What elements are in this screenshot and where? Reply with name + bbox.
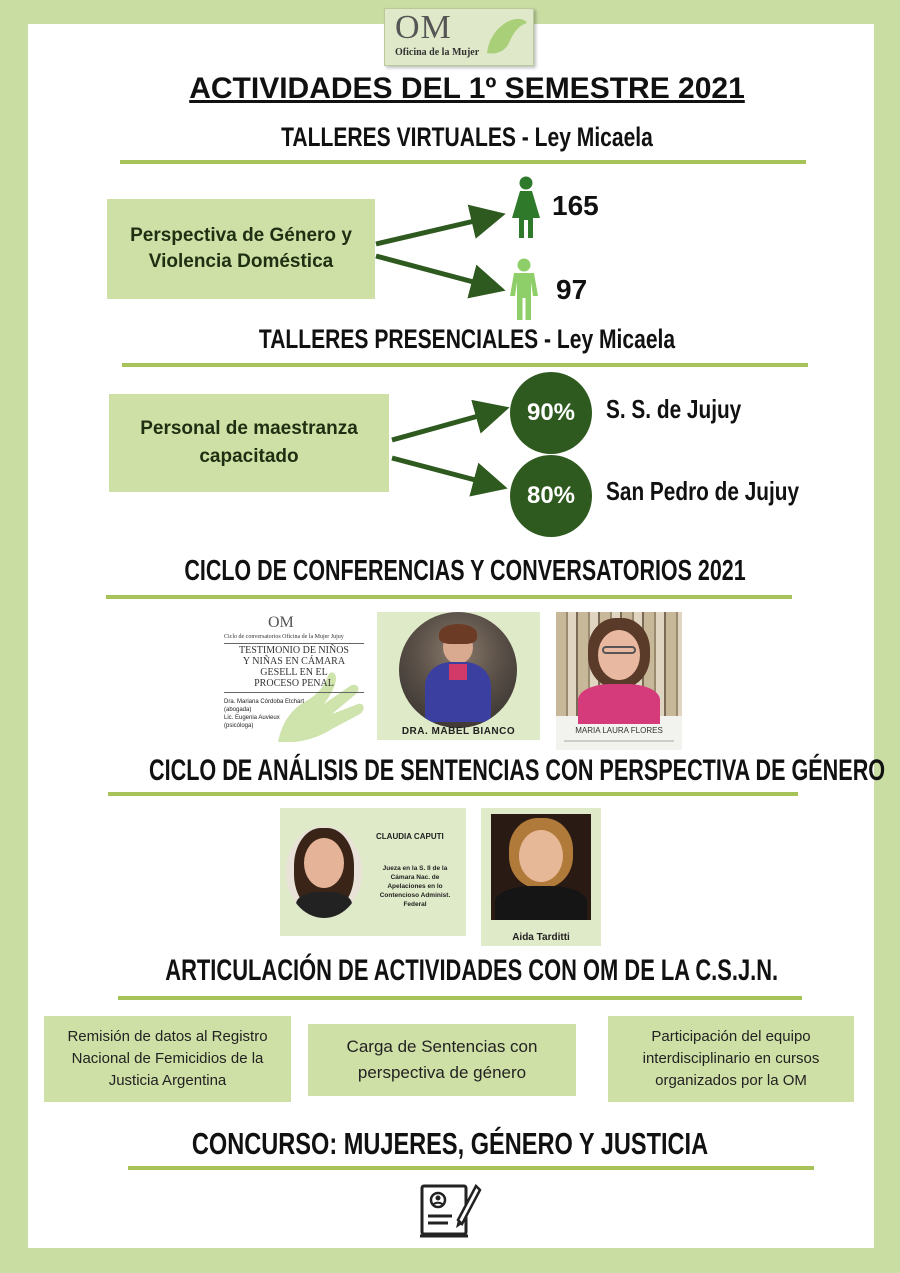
- flyer-series: Ciclo de conversatorios Oficina de la Mujer Jujuy: [224, 634, 344, 640]
- articulacion-rule: [118, 996, 802, 1000]
- concurso-heading: CONCURSO: MUJERES, GÉNERO Y JUSTICIA: [191, 1126, 709, 1161]
- flyer-title-line3: GESELL EN EL: [260, 667, 328, 678]
- stat-circle-jujuy: 90%: [510, 372, 592, 454]
- equipo-line2: interdisciplinario en cursos: [642, 1050, 820, 1067]
- flyer-role1: (abogada): [224, 707, 252, 713]
- woman-figure-icon: [508, 176, 544, 240]
- equipo-line1: Participación del equipo: [651, 1028, 811, 1045]
- articulacion-box-registro: [44, 1016, 291, 1102]
- concurso-rule: [128, 1166, 814, 1170]
- speaker-name-flores: MARIA LAURA FLORES: [575, 726, 663, 735]
- presencial-topic-line1: Personal de maestranza: [140, 418, 358, 439]
- virtual-heading: TALLERES VIRTUALES - Ley Micaela: [281, 122, 653, 152]
- presencial-topic-box: [109, 394, 389, 492]
- flyer-title-line2: Y NIÑAS EN CÁMARA: [242, 656, 346, 667]
- stat-label-jujuy: S. S. de Jujuy: [606, 394, 742, 424]
- sentencias-card-caputi: [280, 808, 466, 936]
- conferencias-rule: [106, 595, 792, 599]
- flyer-role2: (psicóloga): [224, 723, 254, 729]
- presencial-rule: [122, 363, 808, 367]
- speaker-name-bianco: DRA. MABEL BIANCO: [401, 726, 516, 737]
- equipo-line3: organizados por la OM: [655, 1072, 807, 1089]
- articulacion-box-equipo: [608, 1016, 854, 1102]
- articulacion-box-sentencias: [308, 1024, 576, 1096]
- stat-label-san-pedro: San Pedro de Jujuy: [606, 476, 800, 506]
- virtual-topic-line1: Perspectiva de Género y: [130, 225, 352, 246]
- carga-line1: Carga de Sentencias con: [346, 1037, 538, 1056]
- registro-line1: Remisión de datos al Registro: [67, 1028, 268, 1045]
- flyer-rule: [224, 643, 364, 644]
- caputi-desc-line3: Apelaciones en lo: [387, 883, 443, 890]
- presencial-heading: TALLERES PRESENCIALES - Ley Micaela: [258, 324, 676, 354]
- om-logo-subtitle: Oficina de la Mujer: [395, 47, 480, 58]
- speaker-name-caputi: CLAUDIA CAPUTI: [376, 832, 444, 841]
- registro-line3: Justicia Argentina: [108, 1072, 227, 1089]
- sentencias-heading: CICLO DE ANÁLISIS DE SENTENCIAS CON PERSPECTIVA DE GÉNERO: [149, 754, 886, 787]
- flyer-speaker2: Lic. Eugenia Auvieux: [224, 715, 280, 721]
- virtual-topic-box: [107, 199, 375, 299]
- om-logo-mark: OM: [395, 9, 452, 46]
- om-logo: [384, 8, 534, 66]
- flyer-title-line1: TESTIMONIO DE NIÑOS: [239, 645, 349, 656]
- hand-leaf-icon: [479, 13, 529, 57]
- flyer-logo: OM: [268, 614, 294, 631]
- conferencias-heading: CICLO DE CONFERENCIAS Y CONVERSATORIOS 2021: [184, 555, 746, 587]
- men-count: 97: [556, 274, 588, 305]
- sentencias-rule: [108, 792, 798, 796]
- caputi-desc-line2: Cámara Nac. de: [390, 874, 440, 881]
- carga-line2: perspectiva de género: [357, 1063, 527, 1082]
- articulacion-heading: ARTICULACIÓN DE ACTIVIDADES CON OM DE LA C.S.J.N.: [165, 954, 779, 987]
- women-count: 165: [552, 190, 599, 221]
- speaker-photo-flores: [556, 612, 682, 716]
- registro-line2: Nacional de Femicidios de la: [71, 1050, 264, 1067]
- sentencias-card-tarditti: [481, 808, 601, 946]
- virtual-rule: [120, 160, 806, 164]
- caputi-desc-line1: Jueza en la S. II de la: [382, 865, 448, 872]
- virtual-topic-line2: Violencia Doméstica: [148, 251, 334, 272]
- conference-card-bianco: [377, 612, 540, 740]
- presencial-topic-line2: capacitado: [199, 446, 299, 467]
- flyer-title-line4: PROCESO PENAL: [254, 678, 334, 689]
- speaker-photo-bianco: [399, 612, 517, 728]
- caputi-desc-line5: Federal: [403, 901, 427, 908]
- flores-caption-rule: [564, 740, 674, 742]
- speaker-name-tarditti: Aida Tarditti: [512, 932, 570, 943]
- flyer-speaker1: Dra. Mariana Córdoba Etchart: [224, 699, 305, 705]
- conference-flyer-card: [218, 612, 370, 742]
- speaker-photo-caputi: [286, 826, 362, 918]
- man-figure-icon: [506, 258, 542, 322]
- stat-circle-san-pedro: 80%: [510, 455, 592, 537]
- flyer-rule-bottom: [224, 692, 364, 693]
- certificate-pen-icon: [418, 1180, 482, 1242]
- caputi-desc-line4: Contencioso Administ.: [379, 892, 451, 899]
- speaker-photo-tarditti: [491, 814, 591, 920]
- conference-card-flores: [556, 612, 682, 750]
- main-title: ACTIVIDADES DEL 1º SEMESTRE 2021: [189, 72, 745, 105]
